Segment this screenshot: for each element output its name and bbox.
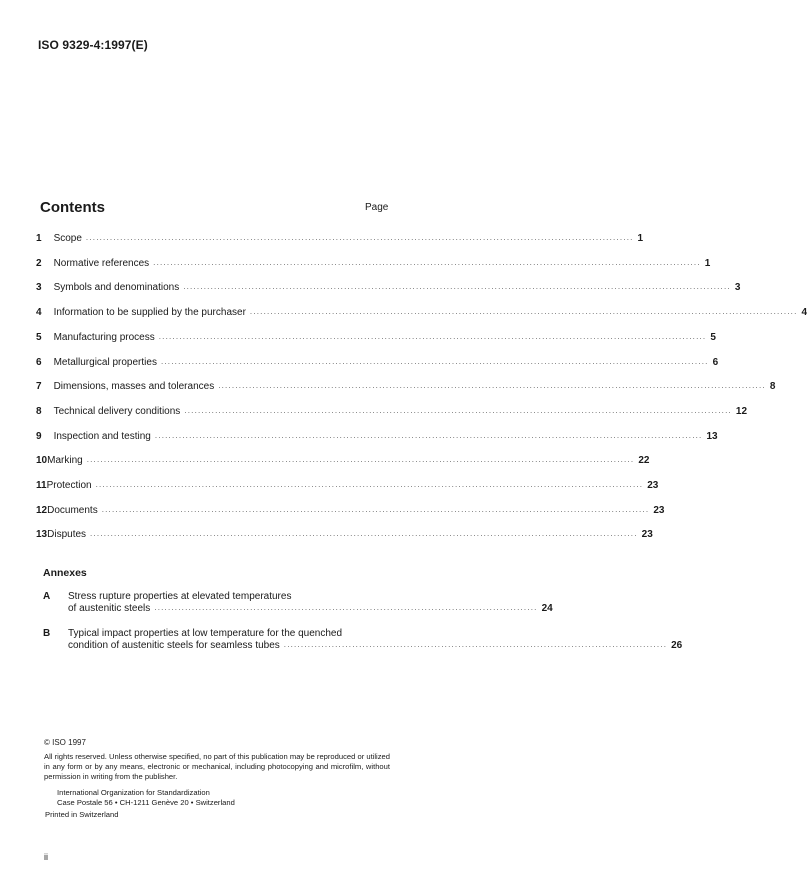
leader-dots: ................................................................................................................................................................ [218,381,766,391]
annex-page-number: 24 [541,603,553,614]
annex-title-line1: Typical impact properties at low temperature for the quenched [68,628,343,639]
annex-title-line1: Stress rupture properties at elevated temperatures [68,591,292,602]
toc-entry-number: 3 [36,282,42,294]
toc-entry-number: 12 [36,504,48,516]
leader-dots: ................................................................................................................................................................ [86,455,635,465]
toc-entry[interactable] [36,253,711,269]
toc-entry-page: 22 [638,455,650,467]
copyright-notice: © ISO 1997 [44,738,86,747]
leader-dots: ................................................................................................................ [154,603,538,612]
rights-statement: All rights reserved. Unless otherwise specified, no part of this publication may be reproduced or utilized in any form or by any means, electronic or mechanical, including photocopying and microfilm, without permission in writing from the publisher. [44,752,390,781]
toc-entry-number: 11 [36,480,47,491]
toc-entry[interactable] [36,327,716,343]
toc-entry[interactable] [36,302,807,319]
leader-dots: ................................................................................................................ [283,640,668,649]
toc-entry-page: 5 [710,331,716,343]
organization-address: Case Postale 56 • CH-1211 Genève 20 • Switzerland [57,798,235,807]
toc-entry-page: 1 [704,257,711,269]
toc-entry[interactable] [36,401,748,417]
document-id: ISO 9329-4:1997(E) [38,38,148,52]
toc-entry-page: 6 [712,356,719,368]
toc-entry-page: 13 [706,430,718,442]
toc-entry-number: 5 [36,331,42,343]
toc-entry-page: 1 [637,233,644,244]
annex-title-line2: of austenitic steels [68,603,151,614]
toc-entry-page: 4 [801,307,807,319]
toc-entry[interactable] [36,450,650,467]
leader-dots: ................................................................................................................................................................ [158,331,707,341]
leader-dots: ................................................................................................................................................................ [184,405,732,415]
leader-dots: ................................................................................................................................................................ [153,257,701,267]
toc-entry[interactable] [36,352,719,368]
toc-entry-number: 10 [36,455,48,467]
toc-entry-label: Documents [47,504,98,516]
toc-entry[interactable] [36,228,644,244]
toc-entry-page: 8 [769,381,776,393]
toc-entry[interactable] [36,376,776,393]
page-column-heading: Page [365,202,389,213]
toc-entry[interactable] [36,524,653,541]
toc-entry-label: Scope [53,233,82,244]
toc-entry-page: 23 [647,480,659,491]
toc-entry-label: Disputes [47,529,87,541]
contents-title: Contents [40,199,105,216]
toc-entry-page: 23 [653,504,665,516]
toc-entry[interactable] [36,426,718,442]
toc-entry[interactable] [36,475,659,491]
leader-dots: ................................................................................................................................................................ [183,282,731,292]
leader-dots: ................................................................................................................................................................ [249,307,798,317]
toc-entry-label: Normative references [53,257,150,269]
toc-entry-label: Symbols and denominations [53,282,180,294]
annex-title-line2: condition of austenitic steels for seamless tubes [68,640,280,651]
toc-entry-number: 4 [36,307,42,319]
toc-entry-number: 13 [36,529,48,541]
toc-entry-label: Protection [46,480,92,491]
toc-entry-number: 8 [36,405,42,417]
toc-entry[interactable] [36,277,741,294]
annex-page-number: 26 [671,640,683,651]
toc-entry-label: Metallurgical properties [53,356,157,368]
toc-entry-label: Dimensions, masses and tolerances [53,381,215,393]
annex-letter: A [43,591,51,602]
toc-entry-page: 23 [641,529,653,541]
leader-dots: ................................................................................................................................................................ [95,480,644,489]
annex-letter: B [43,628,51,639]
leader-dots: ................................................................................................................................................................ [160,356,709,366]
leader-dots: ................................................................................................................................................................ [90,529,638,539]
toc-entry-number: 9 [36,430,42,442]
leader-dots: ................................................................................................................................................................ [154,430,703,440]
leader-dots: ................................................................................................................................................................ [101,504,650,514]
toc-entry-number: 6 [36,356,42,368]
toc-entry-label: Inspection and testing [53,430,151,442]
toc-entry[interactable] [36,500,665,516]
toc-entry-label: Marking [47,455,83,467]
toc-entry-number: 7 [36,381,42,393]
annexes-title: Annexes [43,567,87,579]
leader-dots: ................................................................................................................................................................ [85,233,634,242]
printed-in: Printed in Switzerland [45,810,119,819]
toc-entry-label: Technical delivery conditions [53,405,181,417]
page-number: ii [44,852,48,862]
toc-entry-number: 1 [36,233,42,244]
toc-entry-page: 3 [734,282,741,294]
toc-entry-number: 2 [36,257,42,269]
toc-entry-page: 12 [735,405,748,417]
toc-entry-label: Manufacturing process [53,331,155,343]
organization-name: International Organization for Standardization [57,788,210,797]
toc-entry-label: Information to be supplied by the purchaser [53,307,246,319]
